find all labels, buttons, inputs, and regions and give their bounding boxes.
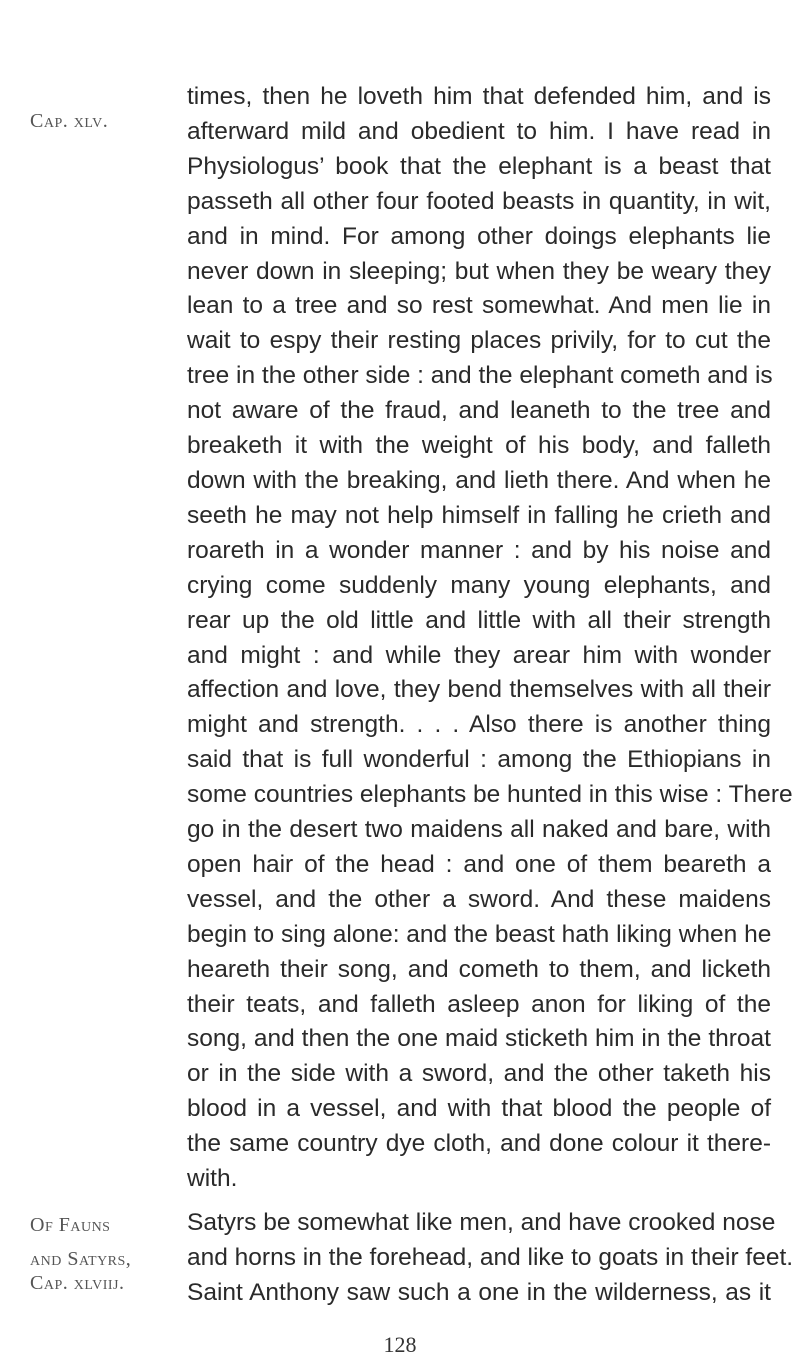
margin-note-chapter-45 [30,109,180,133]
text-line: the same country dye cloth, and done colour it there- [187,1130,771,1158]
paragraph-satyrs [187,1206,794,1311]
text-line: not aware of the fraud, and leaneth to the tree and [187,397,771,425]
text-line: Physiologus’ book that the elephant is a beast that [187,152,771,180]
text-line: some countries elephants be hunted in this wise : There [187,781,793,809]
page-number: 128 [383,1332,417,1357]
text-line: times, then he loveth him that defended him, and is [187,83,771,110]
text-line: passeth all other four footed beasts in quantity, in wit, [187,187,771,215]
text-line: and in mind. For among other doings elephants lie [187,222,771,250]
text-line: lean to a tree and so rest somewhat. And men lie in [187,292,771,320]
text-line: and horns in the forehead, and like to goats in their feet. [187,1243,794,1271]
text-line: wait to espy their resting places privily, for to cut the [187,327,771,355]
section-title-line-1: Of Fauns [30,1214,111,1236]
text-line: might and strength. . . . Also there is another thing [187,711,771,739]
text-line: rear up the old little and little with all their strength [187,606,771,634]
text-line: go in the desert two maidens all naked and bare, with [187,816,771,844]
margin-chapter-label: Cap. xlviij. [30,1272,125,1294]
text-line: seeth he may not help himself in falling he crieth and [187,501,771,529]
margin-note-fauns-satyrs [30,1213,180,1295]
text-line: Satyrs be somewhat like men, and have crooked nose [187,1209,776,1236]
margin-chapter-label: Cap. xlv. [30,110,109,132]
text-line: song, and then the one maid sticketh him in the throat [187,1025,771,1053]
text-line: or in the side with a sword, and the other taketh his [187,1060,771,1088]
text-line: roareth in a wonder manner : and by his noise and [187,536,771,564]
text-line: their teats, and falleth asleep anon for liking of the [187,990,771,1018]
text-line: tree in the other side : and the elephant cometh and is [187,362,773,390]
section-title-line-2: and Satyrs, [30,1248,132,1270]
text-line: never down in sleeping; but when they be weary they [187,257,771,285]
text-line: begin to sing alone: and the beast hath liking when he [187,920,772,948]
text-line: crying come suddenly many young elephants, and [187,571,771,599]
text-line: said that is full wonderful : among the Ethiopians in [187,746,771,774]
paragraph-elephant [187,80,793,1197]
text-line-last: with. [187,1165,238,1193]
text-line: breaketh it with the weight of his body, and falleth [187,432,771,460]
text-line: vessel, and the other a sword. And these maidens [187,885,771,913]
text-line: blood in a vessel, and with that blood the people of [187,1095,771,1123]
text-line: down with the breaking, and lieth there. And when he [187,466,771,494]
text-line: and might : and while they arear him with wonder [187,641,771,669]
text-line: affection and love, they bend themselves with all their [187,676,771,704]
text-line: Saint Anthony saw such a one in the wilderness, as it [187,1278,771,1306]
text-line: afterward mild and obedient to him. I have read in [187,117,771,145]
text-line: open hair of the head : and one of them beareth a [187,850,771,878]
text-line: heareth their song, and cometh to them, and licketh [187,955,771,983]
